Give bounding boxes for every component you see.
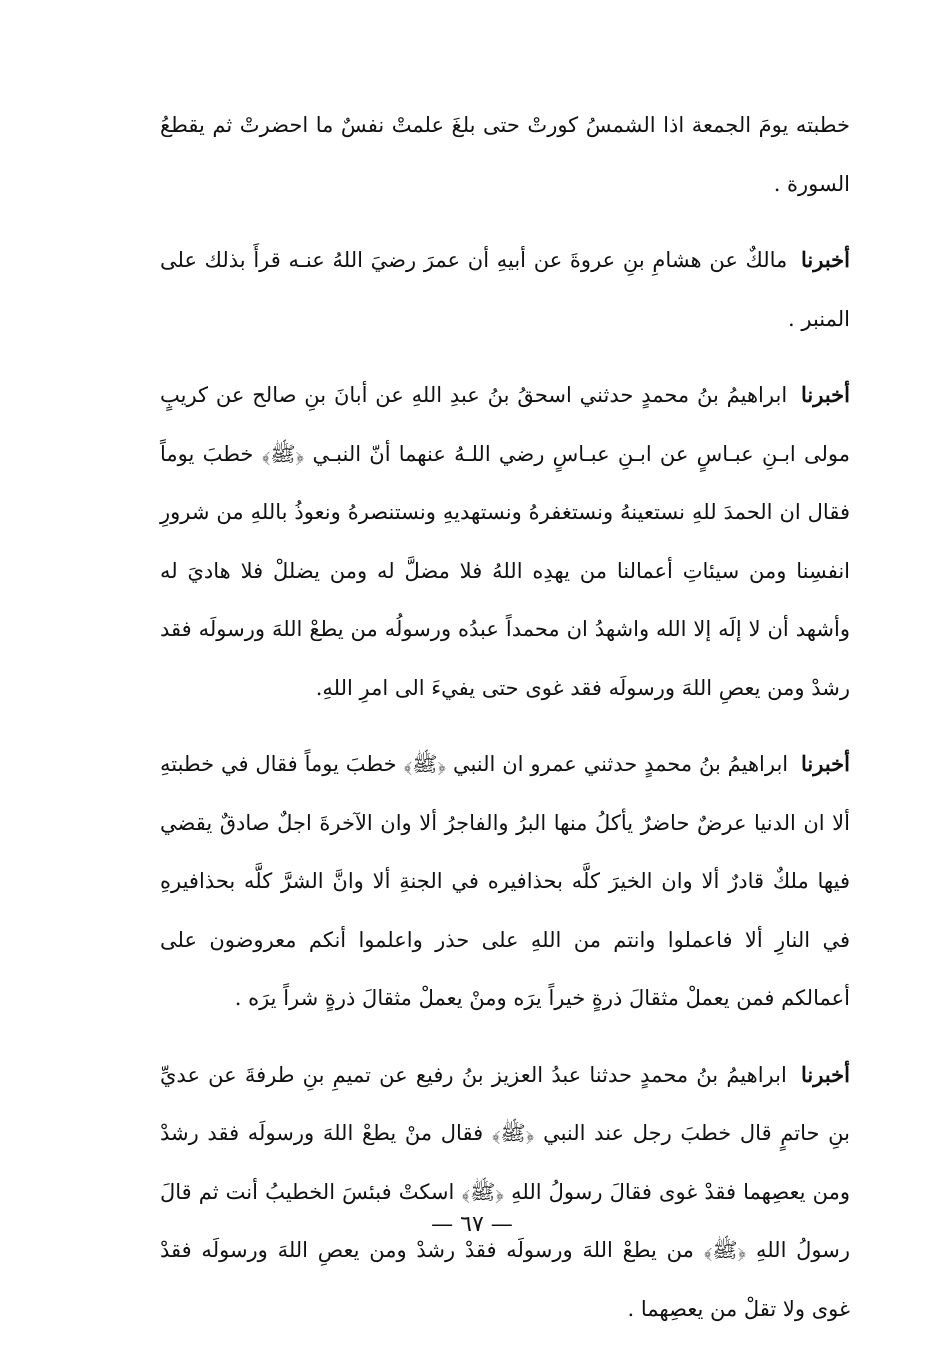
- body-text: [160, 96, 850, 1356]
- paragraph-1-text: خطبته يومَ الجمعة اذا الشمسُ كورتْ حتى بلغَ علمتْ نفسٌ ما احضرتْ ثم يقطعُ السورة .: [160, 113, 850, 196]
- page-number: — ٦٧ —: [431, 1212, 513, 1237]
- paragraph-5-text: ابراهيمُ بنُ محمدٍ حدثنا عبدُ العزيز بنُ رفيع عن تميمِ بنِ طرفةَ عن عديِّ بنِ حاتمٍ قال خطبَ رجل عند النبي ﴿ﷺ﴾ فقال منْ يطعْ اللهَ ورسولَه فقد رشدْ ومن يعصِهما فقدْ غوى فقالَ رسولُ اللهِ ﴿ﷺ﴾ اسكتْ فبئسَ الخطيبُ أنت ثم قالَ رسولُ اللهِ ﴿ﷺ﴾ من يطعْ اللهَ ورسولَه فقدْ رشدْ ومن يعصِ اللهَ ورسولَه فقدْ غوى ولا تقلْ من يعصِهما .: [160, 1062, 850, 1321]
- paragraph-3-lead: أخبرنا: [801, 382, 850, 407]
- paragraph-2: [160, 231, 850, 348]
- paragraph-2-text: مالكٌ عن هشامِ بنِ عروةَ عن أبيهِ أن عمرَ رضيَ اللهُ عنـه قرأَ بذلك على المنبر .: [160, 248, 850, 331]
- paragraph-3: [160, 366, 850, 717]
- paragraph-3-text: ابراهيمُ بنُ محمدٍ حدثني اسحقُ بنُ عبدِ اللهِ عن أبانَ بنِ صالح عن كريبٍ مولى ابـنِ عبـاسٍ عن ابـنِ عبـاسٍ رضي اللـهُ عنهما أنّ النبـي ﴿ﷺ﴾ خطبَ يوماً فقال ان الحمدَ للهِ نستعينهُ ونستغفرهُ ونستهديهِ ونستنصرهُ ونعوذُ باللهِ من شرورِ انفسِنا ومن سيئاتِ أعمالنا من يهدِه اللهُ فلا مضلَّ له ومن يضللْ فلا هاديَ له وأشهد أن لا إلَه إلا الله واشهدُ ان محمداً عبدُه ورسولُه من يطعْ اللهَ ورسولَه فقد رشدْ ومن يعصِ اللهَ ورسولَه فقد غوى حتى يفيءَ الى امرِ اللهِ.: [160, 383, 850, 700]
- paragraph-2-lead: أخبرنا: [801, 247, 850, 272]
- paragraph-4-lead: أخبرنا: [801, 751, 850, 776]
- paragraph-5-lead: أخبرنا: [801, 1061, 850, 1087]
- paragraph-4-text: ابراهيمُ بنُ محمدٍ حدثني عمرو ان النبي ﴿ﷺ﴾ خطبَ يوماً فقال في خطبتهِ ألا ان الدنيا عرضٌ حاضرٌ يأكلُ منها البرُ والفاجرُ ألا وان الآخرةَ اجلٌ صادقٌ يقضي فيها ملكٌ قادرٌ ألا وان الخيرَ كلَّه بحذافيره في الجنةِ ألا وانَّ الشرَّ كلَّه بحذافيرهِ في النارِ ألا فاعملوا وانتم من اللهِ على حذر واعلموا أنكم معروضون على أعمالكم فمن يعملْ مثقالَ ذرةٍ خيراً يرَه ومنْ يعملْ مثقالَ ذرةٍ شراً يرَه .: [160, 752, 850, 1010]
- paragraph-1: [160, 96, 850, 213]
- paragraph-4: [160, 735, 850, 1028]
- paragraph-5: [160, 1046, 850, 1339]
